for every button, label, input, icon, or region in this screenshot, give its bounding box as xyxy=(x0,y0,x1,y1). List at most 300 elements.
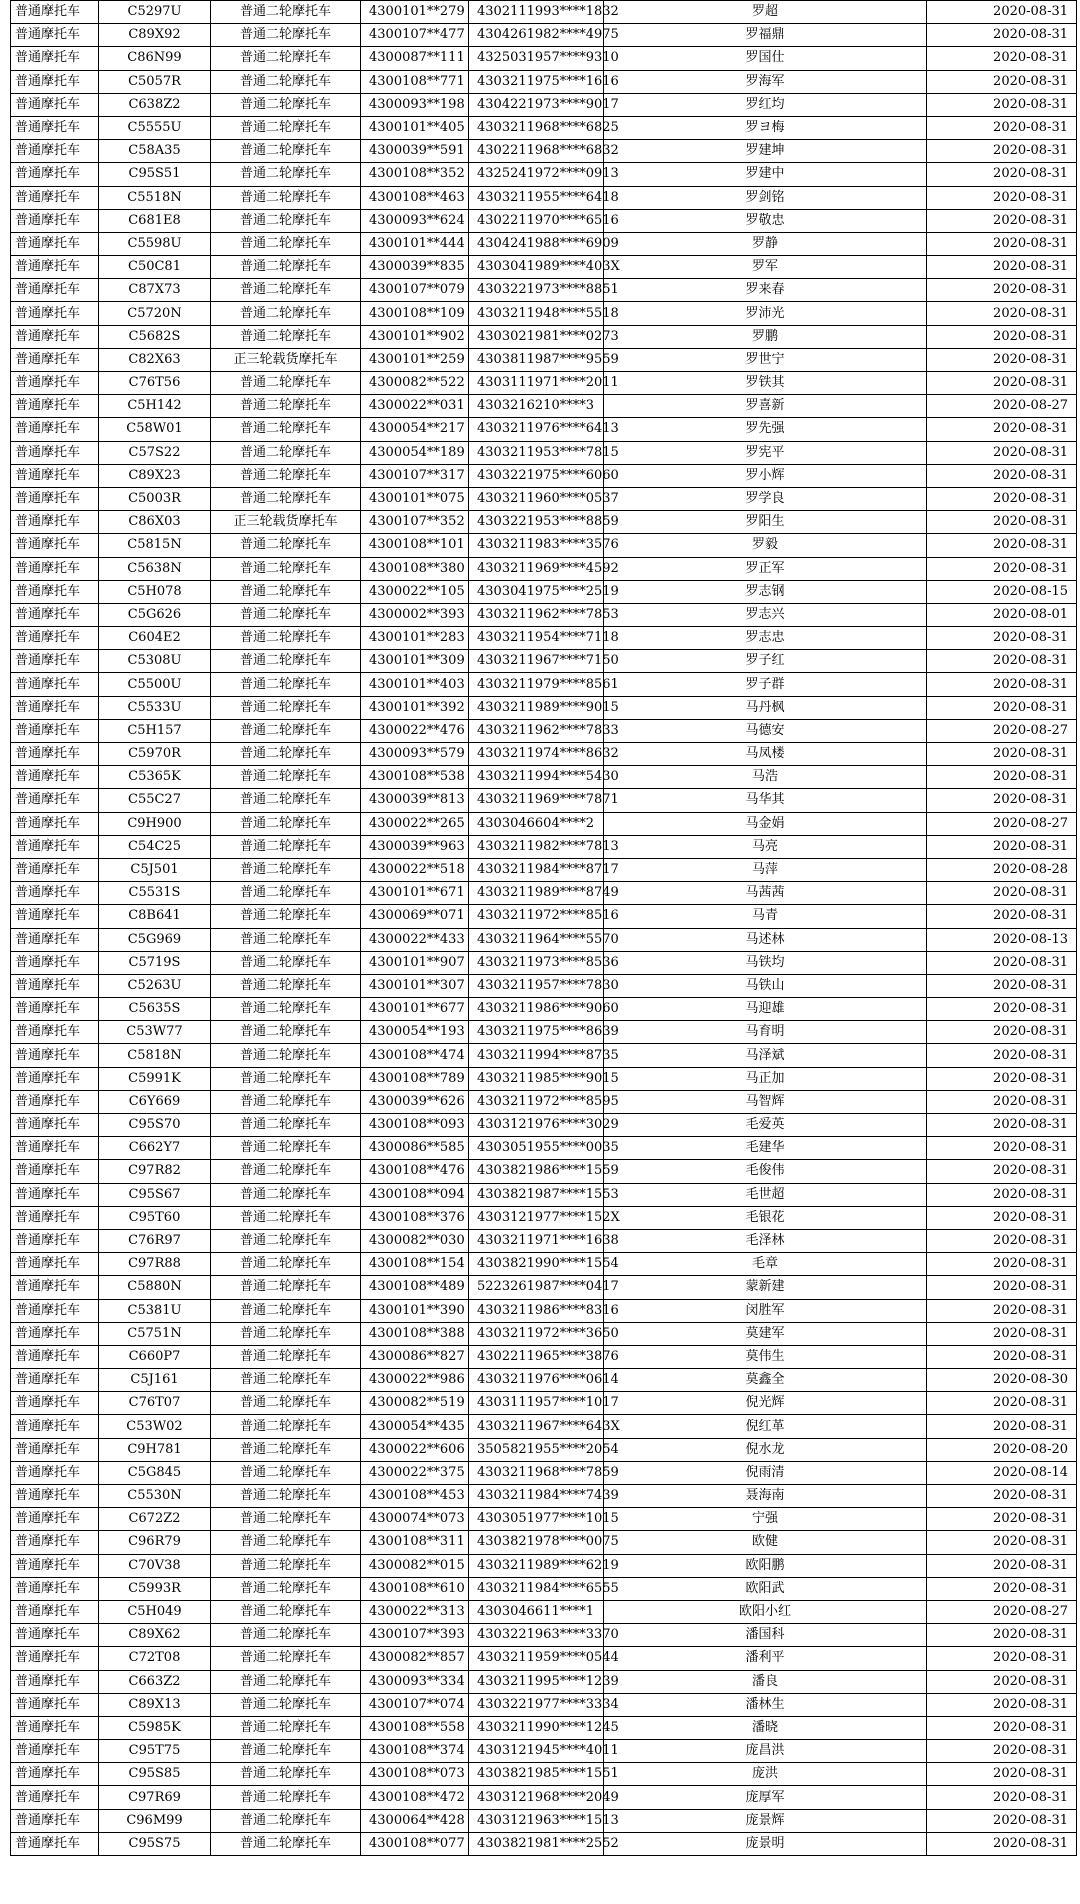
license-code-cell: 4300108**474 xyxy=(361,1044,469,1067)
license-code-cell: 4300108**073 xyxy=(361,1763,469,1786)
plate-number-cell: C95T60 xyxy=(99,1206,211,1229)
date-cell: 2020-08-31 xyxy=(927,1392,1077,1415)
license-code-cell: 4300039**813 xyxy=(361,789,469,812)
id-number-cell: 4303211969****4592 xyxy=(469,557,604,580)
vehicle-class-cell: 普通摩托车 xyxy=(11,418,99,441)
owner-name-cell: 罗军 xyxy=(604,256,927,279)
plate-number-cell: C5308U xyxy=(99,650,211,673)
vehicle-class-cell: 普通摩托车 xyxy=(11,186,99,209)
date-cell: 2020-08-31 xyxy=(927,1786,1077,1809)
vehicle-class-cell: 普通摩托车 xyxy=(11,951,99,974)
id-number-cell: 4303211953****7815 xyxy=(469,441,604,464)
table-row xyxy=(11,348,1077,371)
license-code-cell: 4300101**677 xyxy=(361,998,469,1021)
owner-name-cell: 罗超 xyxy=(604,1,927,24)
owner-name-cell: 马铁山 xyxy=(604,974,927,997)
table-row xyxy=(11,140,1077,163)
license-code-cell: 4300022**375 xyxy=(361,1461,469,1484)
vehicle-type-cell: 普通二轮摩托车 xyxy=(211,603,361,626)
vehicle-class-cell: 普通摩托车 xyxy=(11,487,99,510)
table-row xyxy=(11,372,1077,395)
id-number-cell: 4303211976****0614 xyxy=(469,1369,604,1392)
table-row xyxy=(11,766,1077,789)
table-row xyxy=(11,1716,1077,1739)
vehicle-class-cell: 普通摩托车 xyxy=(11,1345,99,1368)
id-number-cell: 4303211989****6219 xyxy=(469,1554,604,1577)
date-cell: 2020-08-31 xyxy=(927,348,1077,371)
owner-name-cell: 毛银花 xyxy=(604,1206,927,1229)
table-row xyxy=(11,1322,1077,1345)
id-number-cell: 4302111993****1832 xyxy=(469,1,604,24)
vehicle-class-cell: 普通摩托车 xyxy=(11,1485,99,1508)
vehicle-type-cell: 普通二轮摩托车 xyxy=(211,1508,361,1531)
owner-name-cell: 毛爱英 xyxy=(604,1114,927,1137)
id-number-cell: 4303821978****0075 xyxy=(469,1531,604,1554)
plate-number-cell: C95S85 xyxy=(99,1763,211,1786)
license-code-cell: 4300107**477 xyxy=(361,24,469,47)
table-row xyxy=(11,1624,1077,1647)
vehicle-type-cell: 普通二轮摩托车 xyxy=(211,557,361,580)
owner-name-cell: 潘利平 xyxy=(604,1647,927,1670)
vehicle-class-cell: 普通摩托车 xyxy=(11,1786,99,1809)
license-code-cell: 4300093**624 xyxy=(361,209,469,232)
plate-number-cell: C5H142 xyxy=(99,395,211,418)
license-code-cell: 4300101**671 xyxy=(361,882,469,905)
plate-number-cell: C5297U xyxy=(99,1,211,24)
vehicle-class-cell: 普通摩托车 xyxy=(11,1693,99,1716)
vehicle-class-cell: 普通摩托车 xyxy=(11,1276,99,1299)
id-number-cell: 4303211969****7871 xyxy=(469,789,604,812)
owner-name-cell: 罗鹏 xyxy=(604,325,927,348)
id-number-cell: 4303046604****2 xyxy=(469,812,604,835)
plate-number-cell: C5555U xyxy=(99,116,211,139)
owner-name-cell: 毛泽林 xyxy=(604,1229,927,1252)
plate-number-cell: C97R82 xyxy=(99,1160,211,1183)
table-row xyxy=(11,1461,1077,1484)
owner-name-cell: 马泽斌 xyxy=(604,1044,927,1067)
vehicle-class-cell: 普通摩托车 xyxy=(11,534,99,557)
owner-name-cell: 马浩 xyxy=(604,766,927,789)
plate-number-cell: C95S75 xyxy=(99,1832,211,1855)
id-number-cell: 4303121968****2049 xyxy=(469,1786,604,1809)
license-code-cell: 4300108**472 xyxy=(361,1786,469,1809)
id-number-cell: 4303211967****7150 xyxy=(469,650,604,673)
license-code-cell: 4300108**101 xyxy=(361,534,469,557)
vehicle-class-cell: 普通摩托车 xyxy=(11,232,99,255)
license-code-cell: 4300108**376 xyxy=(361,1206,469,1229)
table-row xyxy=(11,858,1077,881)
date-cell: 2020-08-31 xyxy=(927,650,1077,673)
plate-number-cell: C663Z2 xyxy=(99,1670,211,1693)
owner-name-cell: 罗毅 xyxy=(604,534,927,557)
vehicle-type-cell: 普通二轮摩托车 xyxy=(211,140,361,163)
vehicle-class-cell: 普通摩托车 xyxy=(11,974,99,997)
owner-name-cell: 马述林 xyxy=(604,928,927,951)
vehicle-type-cell: 普通二轮摩托车 xyxy=(211,70,361,93)
date-cell: 2020-08-31 xyxy=(927,1,1077,24)
vehicle-type-cell: 正三轮载货摩托车 xyxy=(211,511,361,534)
plate-number-cell: C5003R xyxy=(99,487,211,510)
date-cell: 2020-08-31 xyxy=(927,1485,1077,1508)
plate-number-cell: C53W77 xyxy=(99,1021,211,1044)
plate-number-cell: C58A35 xyxy=(99,140,211,163)
table-row xyxy=(11,1299,1077,1322)
vehicle-type-cell: 普通二轮摩托车 xyxy=(211,1369,361,1392)
vehicle-class-cell: 普通摩托车 xyxy=(11,1392,99,1415)
vehicle-type-cell: 普通二轮摩托车 xyxy=(211,1090,361,1113)
vehicle-type-cell: 普通二轮摩托车 xyxy=(211,1531,361,1554)
date-cell: 2020-08-31 xyxy=(927,627,1077,650)
vehicle-type-cell: 普通二轮摩托车 xyxy=(211,1,361,24)
vehicle-class-cell: 普通摩托车 xyxy=(11,1554,99,1577)
table-row xyxy=(11,1786,1077,1809)
table-row xyxy=(11,93,1077,116)
id-number-cell: 4303211974****8632 xyxy=(469,743,604,766)
date-cell: 2020-08-31 xyxy=(927,140,1077,163)
vehicle-type-cell: 普通二轮摩托车 xyxy=(211,1322,361,1345)
vehicle-type-cell: 普通二轮摩托车 xyxy=(211,1763,361,1786)
date-cell: 2020-08-27 xyxy=(927,719,1077,742)
id-number-cell: 4303211984****7439 xyxy=(469,1485,604,1508)
owner-name-cell: 马铁均 xyxy=(604,951,927,974)
vehicle-type-cell: 普通二轮摩托车 xyxy=(211,1114,361,1137)
vehicle-class-cell: 普通摩托车 xyxy=(11,1137,99,1160)
date-cell: 2020-08-31 xyxy=(927,209,1077,232)
table-row xyxy=(11,1647,1077,1670)
table-row xyxy=(11,1137,1077,1160)
plate-number-cell: C5381U xyxy=(99,1299,211,1322)
owner-name-cell: 宁强 xyxy=(604,1508,927,1531)
vehicle-class-cell: 普通摩托车 xyxy=(11,1740,99,1763)
date-cell: 2020-08-31 xyxy=(927,116,1077,139)
owner-name-cell: 倪水龙 xyxy=(604,1438,927,1461)
license-code-cell: 4300108**463 xyxy=(361,186,469,209)
plate-number-cell: C54C25 xyxy=(99,835,211,858)
license-code-cell: 4300101**279 xyxy=(361,1,469,24)
vehicle-class-cell: 普通摩托车 xyxy=(11,905,99,928)
vehicle-class-cell: 普通摩托车 xyxy=(11,511,99,534)
vehicle-type-cell: 普通二轮摩托车 xyxy=(211,1832,361,1855)
owner-name-cell: 罗剑铭 xyxy=(604,186,927,209)
vehicle-type-cell: 普通二轮摩托车 xyxy=(211,163,361,186)
plate-number-cell: C82X63 xyxy=(99,348,211,371)
table-row xyxy=(11,1554,1077,1577)
owner-name-cell: 马凤楼 xyxy=(604,743,927,766)
plate-number-cell: C6Y669 xyxy=(99,1090,211,1113)
plate-number-cell: C5720N xyxy=(99,302,211,325)
id-number-cell: 4303211976****6413 xyxy=(469,418,604,441)
vehicle-type-cell: 普通二轮摩托车 xyxy=(211,1021,361,1044)
id-number-cell: 4303821987****1553 xyxy=(469,1183,604,1206)
date-cell: 2020-08-31 xyxy=(927,951,1077,974)
license-code-cell: 4300101**405 xyxy=(361,116,469,139)
owner-name-cell: 罗先强 xyxy=(604,418,927,441)
vehicle-type-cell: 普通二轮摩托车 xyxy=(211,928,361,951)
vehicle-class-cell: 普通摩托车 xyxy=(11,1508,99,1531)
vehicle-type-cell: 普通二轮摩托车 xyxy=(211,1624,361,1647)
license-code-cell: 4300101**392 xyxy=(361,696,469,719)
id-number-cell: 4303211948****5518 xyxy=(469,302,604,325)
plate-number-cell: C8B641 xyxy=(99,905,211,928)
plate-number-cell: C5719S xyxy=(99,951,211,974)
plate-number-cell: C95S70 xyxy=(99,1114,211,1137)
table-row xyxy=(11,1160,1077,1183)
table-row xyxy=(11,1253,1077,1276)
id-number-cell: 4303211962****7833 xyxy=(469,719,604,742)
table-row xyxy=(11,1090,1077,1113)
vehicle-class-cell: 普通摩托车 xyxy=(11,858,99,881)
date-cell: 2020-08-31 xyxy=(927,1137,1077,1160)
vehicle-class-cell: 普通摩托车 xyxy=(11,279,99,302)
date-cell: 2020-08-13 xyxy=(927,928,1077,951)
table-row xyxy=(11,603,1077,626)
date-cell: 2020-08-31 xyxy=(927,766,1077,789)
plate-number-cell: C58W01 xyxy=(99,418,211,441)
vehicle-type-cell: 普通二轮摩托车 xyxy=(211,673,361,696)
date-cell: 2020-08-31 xyxy=(927,1531,1077,1554)
owner-name-cell: 罗志忠 xyxy=(604,627,927,650)
owner-name-cell: 倪光辉 xyxy=(604,1392,927,1415)
id-number-cell: 4303821986****1559 xyxy=(469,1160,604,1183)
date-cell: 2020-08-14 xyxy=(927,1461,1077,1484)
license-code-cell: 4300101**075 xyxy=(361,487,469,510)
vehicle-class-cell: 普通摩托车 xyxy=(11,1229,99,1252)
vehicle-type-cell: 普通二轮摩托车 xyxy=(211,1786,361,1809)
vehicle-type-cell: 普通二轮摩托车 xyxy=(211,1160,361,1183)
vehicle-type-cell: 普通二轮摩托车 xyxy=(211,1253,361,1276)
date-cell: 2020-08-31 xyxy=(927,418,1077,441)
license-code-cell: 4300022**606 xyxy=(361,1438,469,1461)
owner-name-cell: 罗学良 xyxy=(604,487,927,510)
table-row xyxy=(11,163,1077,186)
plate-number-cell: C662Y7 xyxy=(99,1137,211,1160)
owner-name-cell: 潘良 xyxy=(604,1670,927,1693)
id-number-cell: 4303211968****6825 xyxy=(469,116,604,139)
plate-number-cell: C97R88 xyxy=(99,1253,211,1276)
plate-number-cell: C5530N xyxy=(99,1485,211,1508)
id-number-cell: 4303211984****6555 xyxy=(469,1577,604,1600)
date-cell: 2020-08-31 xyxy=(927,1021,1077,1044)
plate-number-cell: C9H900 xyxy=(99,812,211,835)
license-code-cell: 4300107**352 xyxy=(361,511,469,534)
vehicle-type-cell: 普通二轮摩托车 xyxy=(211,1600,361,1623)
table-row xyxy=(11,974,1077,997)
vehicle-type-cell: 普通二轮摩托车 xyxy=(211,209,361,232)
plate-number-cell: C5H157 xyxy=(99,719,211,742)
license-code-cell: 4300108**789 xyxy=(361,1067,469,1090)
vehicle-class-cell: 普通摩托车 xyxy=(11,24,99,47)
vehicle-class-cell: 普通摩托车 xyxy=(11,1206,99,1229)
vehicle-type-cell: 普通二轮摩托车 xyxy=(211,116,361,139)
date-cell: 2020-08-31 xyxy=(927,325,1077,348)
id-number-cell: 4303211975****1616 xyxy=(469,70,604,93)
license-code-cell: 4300022**265 xyxy=(361,812,469,835)
vehicle-class-cell: 普通摩托车 xyxy=(11,302,99,325)
plate-number-cell: C86X03 xyxy=(99,511,211,534)
table-row xyxy=(11,395,1077,418)
id-number-cell: 4303211984****8717 xyxy=(469,858,604,881)
vehicle-type-cell: 普通二轮摩托车 xyxy=(211,395,361,418)
table-row xyxy=(11,1508,1077,1531)
id-number-cell: 4303211957****7830 xyxy=(469,974,604,997)
id-number-cell: 4303211982****7813 xyxy=(469,835,604,858)
license-code-cell: 4300101**283 xyxy=(361,627,469,650)
vehicle-class-cell: 普通摩托车 xyxy=(11,1763,99,1786)
vehicle-type-cell: 正三轮载货摩托车 xyxy=(211,348,361,371)
id-number-cell: 4302211968****6832 xyxy=(469,140,604,163)
date-cell: 2020-08-31 xyxy=(927,1183,1077,1206)
vehicle-type-cell: 普通二轮摩托车 xyxy=(211,1670,361,1693)
table-row xyxy=(11,1369,1077,1392)
vehicle-class-cell: 普通摩托车 xyxy=(11,696,99,719)
date-cell: 2020-08-31 xyxy=(927,441,1077,464)
table-row xyxy=(11,789,1077,812)
table-row xyxy=(11,534,1077,557)
id-number-cell: 4303211995****1239 xyxy=(469,1670,604,1693)
owner-name-cell: 马金娟 xyxy=(604,812,927,835)
id-number-cell: 4303211964****5570 xyxy=(469,928,604,951)
id-number-cell: 4303211986****9060 xyxy=(469,998,604,1021)
id-number-cell: 4303821981****2552 xyxy=(469,1832,604,1855)
vehicle-class-cell: 普通摩托车 xyxy=(11,1090,99,1113)
table-row xyxy=(11,1183,1077,1206)
date-cell: 2020-08-15 xyxy=(927,580,1077,603)
vehicle-class-cell: 普通摩托车 xyxy=(11,1067,99,1090)
id-number-cell: 4303211972****8595 xyxy=(469,1090,604,1113)
vehicle-type-cell: 普通二轮摩托车 xyxy=(211,905,361,928)
vehicle-class-cell: 普通摩托车 xyxy=(11,603,99,626)
date-cell: 2020-08-31 xyxy=(927,1693,1077,1716)
vehicle-type-cell: 普通二轮摩托车 xyxy=(211,24,361,47)
license-code-cell: 4300107**393 xyxy=(361,1624,469,1647)
vehicle-class-cell: 普通摩托车 xyxy=(11,650,99,673)
date-cell: 2020-08-31 xyxy=(927,1809,1077,1832)
owner-name-cell: 罗喜新 xyxy=(604,395,927,418)
vehicle-type-cell: 普通二轮摩托车 xyxy=(211,372,361,395)
license-code-cell: 4300087**111 xyxy=(361,47,469,70)
date-cell: 2020-08-31 xyxy=(927,557,1077,580)
table-row xyxy=(11,673,1077,696)
owner-name-cell: 罗宪平 xyxy=(604,441,927,464)
table-row xyxy=(11,1415,1077,1438)
license-code-cell: 4300054**189 xyxy=(361,441,469,464)
license-code-cell: 4300108**094 xyxy=(361,1183,469,1206)
plate-number-cell: C95S51 xyxy=(99,163,211,186)
vehicle-class-cell: 普通摩托车 xyxy=(11,1021,99,1044)
vehicle-class-cell: 普通摩托车 xyxy=(11,928,99,951)
plate-number-cell: C5635S xyxy=(99,998,211,1021)
vehicle-class-cell: 普通摩托车 xyxy=(11,1299,99,1322)
license-code-cell: 4300107**074 xyxy=(361,1693,469,1716)
date-cell: 2020-08-31 xyxy=(927,256,1077,279)
license-code-cell: 4300022**105 xyxy=(361,580,469,603)
table-row xyxy=(11,1600,1077,1623)
date-cell: 2020-08-31 xyxy=(927,232,1077,255)
plate-number-cell: C53W02 xyxy=(99,1415,211,1438)
vehicle-class-cell: 普通摩托车 xyxy=(11,1624,99,1647)
plate-number-cell: C76R97 xyxy=(99,1229,211,1252)
date-cell: 2020-08-30 xyxy=(927,1369,1077,1392)
license-code-cell: 4300108**077 xyxy=(361,1832,469,1855)
date-cell: 2020-08-31 xyxy=(927,1276,1077,1299)
license-code-cell: 4300082**519 xyxy=(361,1392,469,1415)
license-code-cell: 4300086**585 xyxy=(361,1137,469,1160)
license-code-cell: 4300108**093 xyxy=(361,1114,469,1137)
license-code-cell: 4300039**626 xyxy=(361,1090,469,1113)
license-code-cell: 4300054**193 xyxy=(361,1021,469,1044)
vehicle-type-cell: 普通二轮摩托车 xyxy=(211,1392,361,1415)
date-cell: 2020-08-31 xyxy=(927,743,1077,766)
id-number-cell: 4303811987****9559 xyxy=(469,348,604,371)
date-cell: 2020-08-27 xyxy=(927,395,1077,418)
vehicle-class-cell: 普通摩托车 xyxy=(11,743,99,766)
license-code-cell: 4300086**827 xyxy=(361,1345,469,1368)
table-row xyxy=(11,70,1077,93)
table-row xyxy=(11,47,1077,70)
vehicle-type-cell: 普通二轮摩托车 xyxy=(211,789,361,812)
vehicle-class-cell: 普通摩托车 xyxy=(11,1114,99,1137)
vehicle-type-cell: 普通二轮摩托车 xyxy=(211,302,361,325)
vehicle-class-cell: 普通摩托车 xyxy=(11,1809,99,1832)
plate-number-cell: C96R79 xyxy=(99,1531,211,1554)
owner-name-cell: 罗敬忠 xyxy=(604,209,927,232)
vehicle-class-cell: 普通摩托车 xyxy=(11,348,99,371)
table-row xyxy=(11,650,1077,673)
date-cell: 2020-08-31 xyxy=(927,1345,1077,1368)
date-cell: 2020-08-27 xyxy=(927,1600,1077,1623)
owner-name-cell: 莫鑫全 xyxy=(604,1369,927,1392)
date-cell: 2020-08-31 xyxy=(927,998,1077,1021)
owner-name-cell: 罗国仕 xyxy=(604,47,927,70)
date-cell: 2020-08-31 xyxy=(927,464,1077,487)
vehicle-class-cell: 普通摩托车 xyxy=(11,1600,99,1623)
plate-number-cell: C89X13 xyxy=(99,1693,211,1716)
vehicle-class-cell: 普通摩托车 xyxy=(11,209,99,232)
vehicle-class-cell: 普通摩托车 xyxy=(11,441,99,464)
vehicle-class-cell: 普通摩托车 xyxy=(11,1044,99,1067)
plate-number-cell: C70V38 xyxy=(99,1554,211,1577)
owner-name-cell: 罗小辉 xyxy=(604,464,927,487)
owner-name-cell: 马德安 xyxy=(604,719,927,742)
table-row xyxy=(11,719,1077,742)
date-cell: 2020-08-31 xyxy=(927,1554,1077,1577)
license-code-cell: 4300101**259 xyxy=(361,348,469,371)
date-cell: 2020-08-31 xyxy=(927,1160,1077,1183)
owner-name-cell: 马迎雄 xyxy=(604,998,927,1021)
id-number-cell: 4303221973****8851 xyxy=(469,279,604,302)
vehicle-class-cell: 普通摩托车 xyxy=(11,766,99,789)
plate-number-cell: C5638N xyxy=(99,557,211,580)
plate-number-cell: C638Z2 xyxy=(99,93,211,116)
vehicle-type-cell: 普通二轮摩托车 xyxy=(211,812,361,835)
plate-number-cell: C5533U xyxy=(99,696,211,719)
table-row xyxy=(11,116,1077,139)
vehicle-class-cell: 普通摩托车 xyxy=(11,557,99,580)
id-number-cell: 4303111971****2011 xyxy=(469,372,604,395)
vehicle-type-cell: 普通二轮摩托车 xyxy=(211,858,361,881)
plate-number-cell: C97R69 xyxy=(99,1786,211,1809)
vehicle-type-cell: 普通二轮摩托车 xyxy=(211,1485,361,1508)
table-row xyxy=(11,209,1077,232)
table-row xyxy=(11,1809,1077,1832)
date-cell: 2020-08-31 xyxy=(927,302,1077,325)
date-cell: 2020-08-31 xyxy=(927,1508,1077,1531)
license-code-cell: 4300108**374 xyxy=(361,1740,469,1763)
owner-name-cell: 马育明 xyxy=(604,1021,927,1044)
table-row xyxy=(11,418,1077,441)
vehicle-class-cell: 普通摩托车 xyxy=(11,372,99,395)
license-code-cell: 4300039**963 xyxy=(361,835,469,858)
